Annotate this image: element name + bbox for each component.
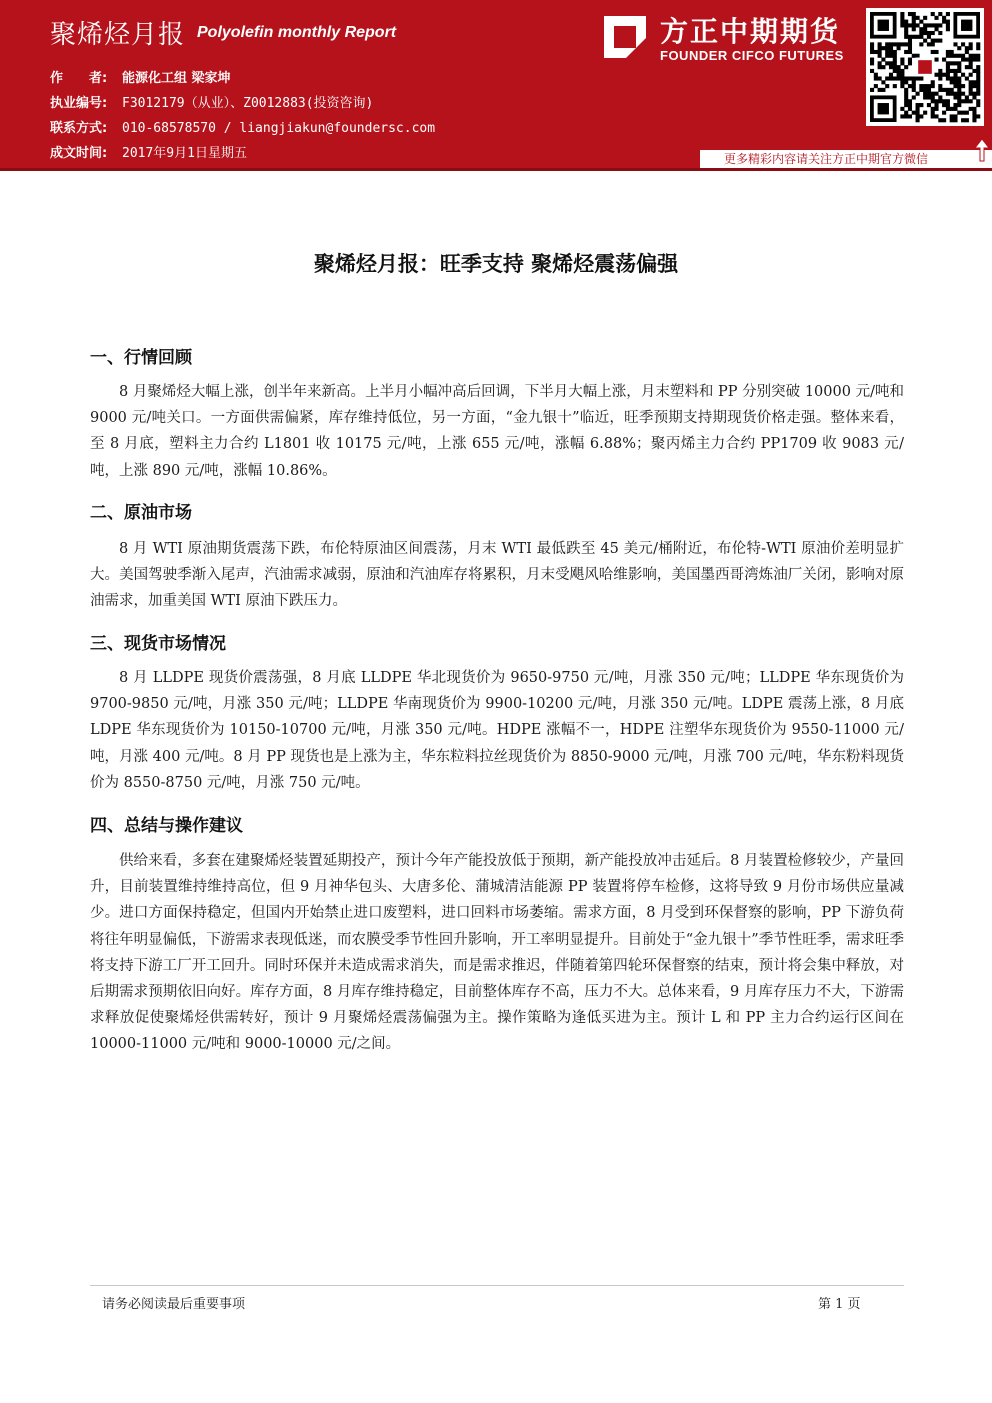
section-body-review: 8 月聚烯烃大幅上涨，创半年来新高。上半月小幅冲高后回调，下半月大幅上涨，月末塑料和 PP 分别突破 10000 元/吨和 9000 元/吨关口。一方面供需偏紧，库存维持低位，另一方面，“金九银十”临近，旺季预期支持期现货价格走强。整体来看，至 8 月底，塑料主力合约 L1801 收 10175 元/吨，上涨 655 元/吨，涨幅 6.88%；聚丙烯主力合约 PP1709 收 9083 元/吨，上涨 890 元/吨，涨幅 10.86%。 bbox=[90, 384, 904, 479]
brand-name-en: FOUNDER CIFCO FUTURES bbox=[660, 48, 844, 63]
footer-divider bbox=[90, 1285, 904, 1286]
section-heading-crude: 二、原油市场 bbox=[90, 503, 192, 523]
license-label: 执业编号: bbox=[50, 96, 108, 111]
page-number: 第 1 页 bbox=[818, 1297, 861, 1312]
section-body-summary: 供给来看，多套在建聚烯烃装置延期投产，预计今年产能投放低于预期，新产能投放冲击延后。8 月装置检修较少，产量回升，目前装置维持维持高位，但 9 月神华包头、大唐多伦、蒲城清洁能源 PP 装置将停车检修，这将导致 9 月份市场供应量减少。进口方面保持稳定，但国内开始禁止进口废塑料，进口回料市场萎缩。需求方面，8 月受到环保督察的影响，PP 下游负荷将往年明显偏低，下游需求表现低迷，而农膜受季节性回升影响，开工率明显提升。目前处于“金九银十”季节性旺季，需求旺季将支持下游工厂开工回升。同时环保并未造成需求消失，而是需求推迟，伴随着第四轮环保督察的结束，预计将会集中释放，对后期需求预期依旧向好。库存方面，8 月库存维持稳定，目前整体库存不高，压力不大。总体来看，9 月库存压力不大，下游需求释放促使聚烯烃供需转好，预计 9 月聚烯烃震荡偏强为主。操作策略为逢低买进为主。预计 L 和 PP 主力合约运行区间在 10000-11000 元/吨和 9000-10000 元/之间。 bbox=[90, 853, 904, 1053]
date-value: 2017年9月1日星期五 bbox=[122, 146, 247, 161]
meta-author bbox=[50, 67, 231, 86]
contact-value[interactable]: 010-68578570 / liangjiakun@foundersc.com bbox=[122, 121, 436, 136]
license-value: F3012179（从业）、Z0012883(投资咨询) bbox=[122, 96, 374, 111]
doc-type-en: Polyolefin monthly Report bbox=[197, 24, 397, 41]
follow-wechat-text[interactable]: 更多精彩内容请关注方正中期官方微信 bbox=[724, 152, 929, 166]
meta-date bbox=[50, 142, 247, 161]
report-title: 聚烯烃月报：旺季支持 聚烯烃震荡偏强 bbox=[313, 252, 679, 276]
doc-type-cn: 聚烯烃月报 bbox=[50, 20, 186, 50]
footer-notice: 请务必阅读最后重要事项 bbox=[102, 1297, 246, 1312]
section-body-crude: 8 月 WTI 原油期货震荡下跌，布伦特原油区间震荡，月末 WTI 最低跌至 45 美元/桶附近，布伦特-WTI 原油价差明显扩大。美国驾驶季渐入尾声，汽油需求减弱，原油和汽油库存将累积，月末受飓风哈维影响，美国墨西哥湾炼油厂关闭，影响对原油需求，加重美国 WTI 原油下跌压力。 bbox=[90, 541, 904, 610]
founder-logo-icon bbox=[602, 14, 648, 60]
section-heading-review: 一、行情回顾 bbox=[90, 348, 192, 368]
qr-code-icon bbox=[866, 8, 984, 126]
brand-name: 方正中期期货 bbox=[660, 15, 841, 48]
author-value: 能源化工组 梁家坤 bbox=[122, 71, 231, 86]
section-heading-summary: 四、总结与操作建议 bbox=[90, 816, 243, 836]
section-body-spot: 8 月 LLDPE 现货价震荡强，8 月底 LLDPE 华北现货价为 9650-9750 元/吨，月涨 350 元/吨；LLDPE 华东现货价为 9700-9850 元/吨，月涨 350 元/吨；LLDPE 华南现货价为 9900-10200 元/吨，月涨 350 元/吨。LDPE 震荡上涨，8 月底 LDPE 华东现货价为 10150-10700 元/吨，月涨 350 元/吨。HDPE 涨幅不一，HDPE 注塑华东现货价为 9550-11000 元/吨，月涨 400 元/吨。8 月 PP 现货也是上涨为主，华东粒料拉丝现货价为 8850-9000 元/吨，月涨 700 元/吨，华东粉料现货价为 8550-8750 元/吨，月涨 750 元/吨。 bbox=[90, 670, 904, 791]
section-heading-spot: 三、现货市场情况 bbox=[90, 634, 226, 654]
wechat-qr-code[interactable] bbox=[866, 8, 984, 126]
author-label: 作 者: bbox=[50, 71, 108, 86]
meta-license bbox=[50, 92, 373, 111]
meta-contact bbox=[50, 117, 435, 136]
header-divider bbox=[0, 168, 992, 171]
arrow-up-icon bbox=[974, 138, 990, 162]
contact-label: 联系方式: bbox=[50, 121, 108, 136]
date-label: 成文时间: bbox=[50, 146, 108, 161]
